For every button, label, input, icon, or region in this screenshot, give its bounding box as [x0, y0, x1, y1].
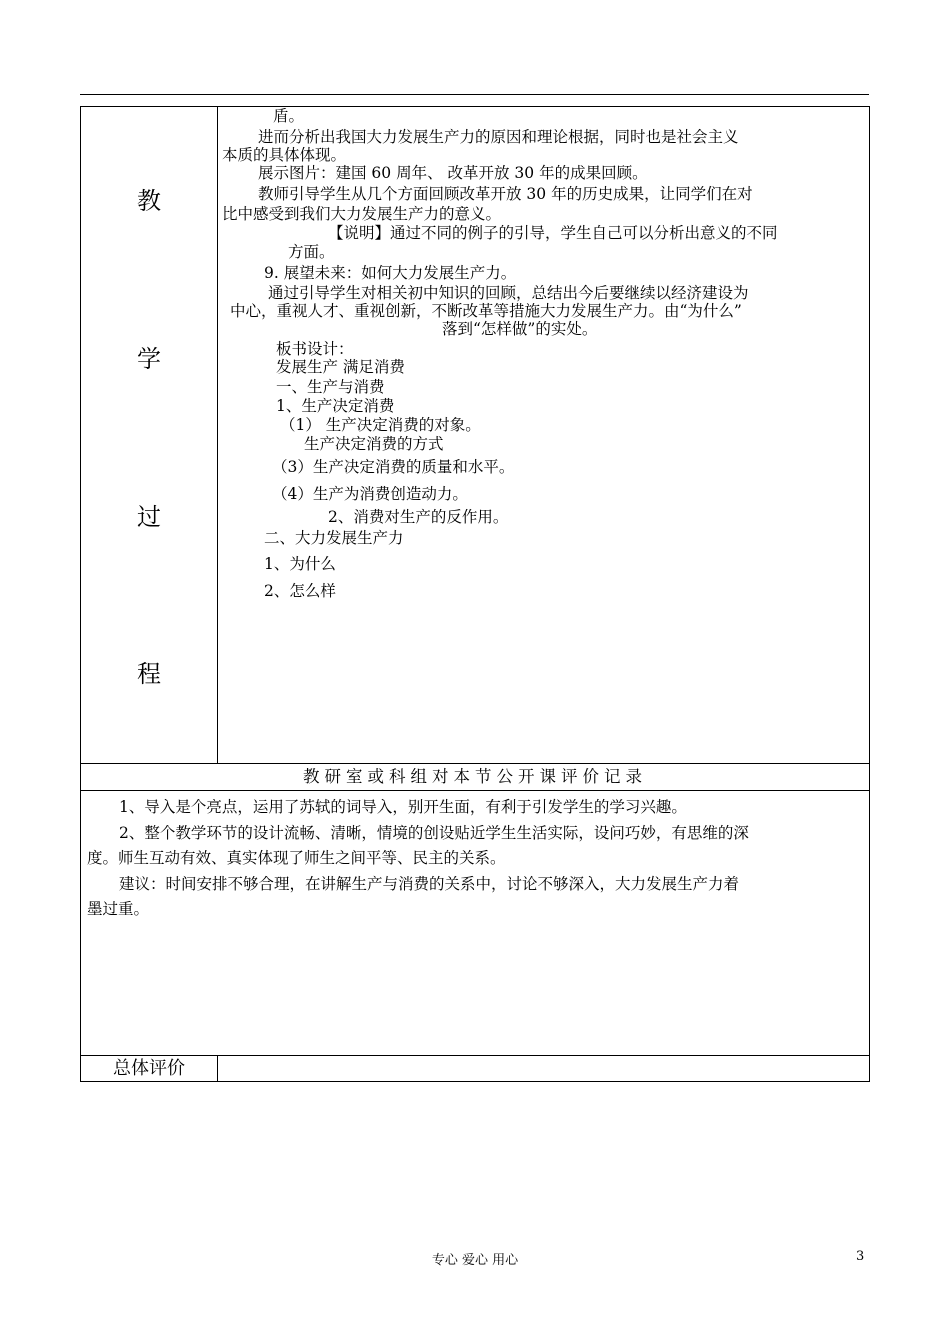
process-label-char: 学 [137, 345, 161, 373]
process-line: 1、生产决定消费 [276, 397, 395, 415]
process-line: 2、怎么样 [264, 582, 336, 600]
overall-evaluation-row [81, 1055, 869, 1082]
process-line: 发展生产 满足消费 [276, 358, 405, 376]
process-label-char: 教 [137, 187, 161, 215]
board-design-title: 板书设计： [276, 340, 354, 358]
process-line: 一、生产与消费 [276, 378, 385, 396]
review-line: 墨过重。 [87, 900, 150, 918]
process-line: 方面。 [288, 243, 335, 261]
process-label-char: 过 [137, 503, 161, 531]
process-line: 中心，重视人才、重视创新，不断改革等措施大力发展生产力。由“为什么” [230, 302, 742, 320]
lesson-record-table [80, 106, 870, 1082]
process-line: 通过引导学生对相关初中知识的回顾，总结出今后要继续以经济建设为 [268, 284, 749, 302]
process-line: 展示图片：建国 60 周年、 改革开放 30 年的成果回顾。 [258, 164, 648, 182]
overall-evaluation-label: 总体评价 [81, 1056, 218, 1082]
review-content [81, 791, 869, 1055]
process-line: 1、为什么 [264, 555, 336, 573]
process-line: （4）生产为消费创造动力。 [272, 485, 468, 503]
page-number: 3 [856, 1249, 865, 1264]
process-line: 9. 展望未来：如何大力发展生产力。 [264, 264, 517, 282]
process-line: 盾。 [273, 107, 305, 125]
process-line: 比中感受到我们大力发展生产力的意义。 [222, 205, 502, 223]
process-line: 本质的具体体现。 [222, 146, 347, 164]
review-line: 建议：时间安排不够合理，在讲解生产与消费的关系中，讨论不够深入，大力发展生产力着 [119, 875, 740, 893]
review-line: 1、导入是个亮点，运用了苏轼的词导入，别开生面，有利于引发学生的学习兴趣。 [119, 798, 687, 816]
process-line: 二、大力发展生产力 [264, 529, 404, 547]
review-line: 2、整个教学环节的设计流畅、清晰，情境的创设贴近学生生活实际，设问巧妙，有思维的深 [119, 824, 749, 842]
page-footer: 专心 爱心 用心 [431, 1253, 519, 1268]
process-line: 2、消费对生产的反作用。 [328, 508, 509, 526]
process-line: （3）生产决定消费的质量和水平。 [272, 458, 515, 476]
process-line: 【说明】通过不同的例子的引导，学生自己可以分析出意义的不同 [328, 224, 778, 242]
process-line: 教师引导学生从几个方面回顾改革开放 30 年的历史成果，让同学们在对 [258, 185, 753, 203]
review-line: 度。师生互动有效、真实体现了师生之间平等、民主的关系。 [87, 849, 506, 867]
teaching-process-content [218, 107, 868, 763]
process-line: 进而分析出我国大力发展生产力的原因和理论根据，同时也是社会主义 [258, 128, 739, 146]
process-label-cell [81, 107, 218, 763]
process-line: 落到“怎样做”的实处。 [442, 320, 598, 338]
process-label-char: 程 [137, 660, 161, 688]
process-line: （1） 生产决定消费的对象。 [280, 416, 481, 434]
process-line: 生产决定消费的方式 [304, 435, 444, 453]
header-rule [80, 94, 869, 95]
overall-evaluation-value [218, 1056, 868, 1082]
review-section-title: 教研室或科组对本节公开课评价记录 [81, 763, 869, 791]
